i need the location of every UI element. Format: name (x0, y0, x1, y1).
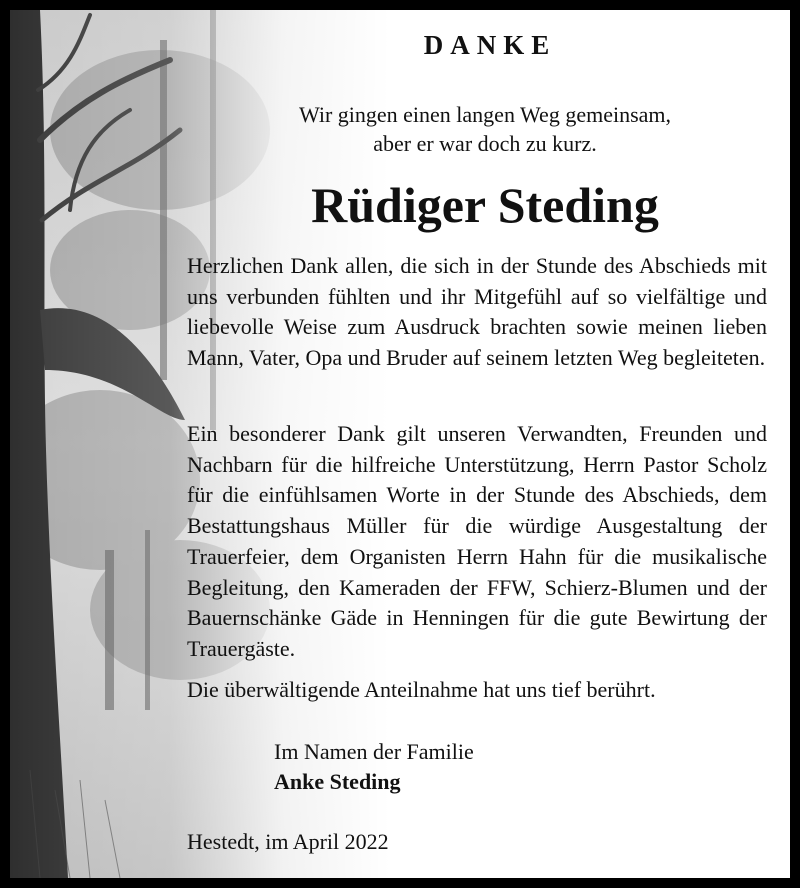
motto-line: Wir gingen einen langen Weg gemeinsam, (298, 102, 672, 127)
deceased-name: Rüdiger Steding (311, 177, 659, 233)
motto-line: aber er war doch zu kurz. (373, 131, 597, 156)
obituary-notice (10, 10, 790, 878)
signature-line: Im Namen der Familie (274, 739, 474, 764)
place-date: Hestedt, im April 2022 (187, 829, 389, 854)
sympathy-paragraph: Die überwältigende Anteilnahme hat uns tief berührt. (187, 677, 656, 702)
special-thanks-paragraph: Ein besonderer Dank gilt unseren Verwandten, Freunden und Nachbarn für die hilfreiche Unterstützung, Herrn Pastor Scholz für die einfühlsamen Worte in der Stunde des Abschieds, dem Bestattungshaus Müller für die würdige Ausgestaltung der Trauerfeier, dem Organisten Herrn Hahn für die musikalische Begleitung, den Kameraden der FFW, Schierz-Blumen und der Bauernschänke Gäde in Henningen für die gute Bewirtung der Trauergäste. (187, 421, 767, 661)
signature-block (274, 737, 474, 797)
thanks-paragraph: Herzlichen Dank allen, die sich in der Stunde des Abschieds mit uns verbunden fühlten und ihr Mitgefühl auf so vielfältige und liebevolle Weise zum Ausdruck brachten sowie meinen lieben Mann, Vater, Opa und Bruder auf seinem letzten Weg begleiteten. (187, 253, 767, 371)
motto (245, 100, 725, 158)
notice-text-area (10, 10, 790, 878)
notice-heading: DANKE (423, 30, 557, 60)
signer-name: Anke Steding (274, 769, 401, 794)
